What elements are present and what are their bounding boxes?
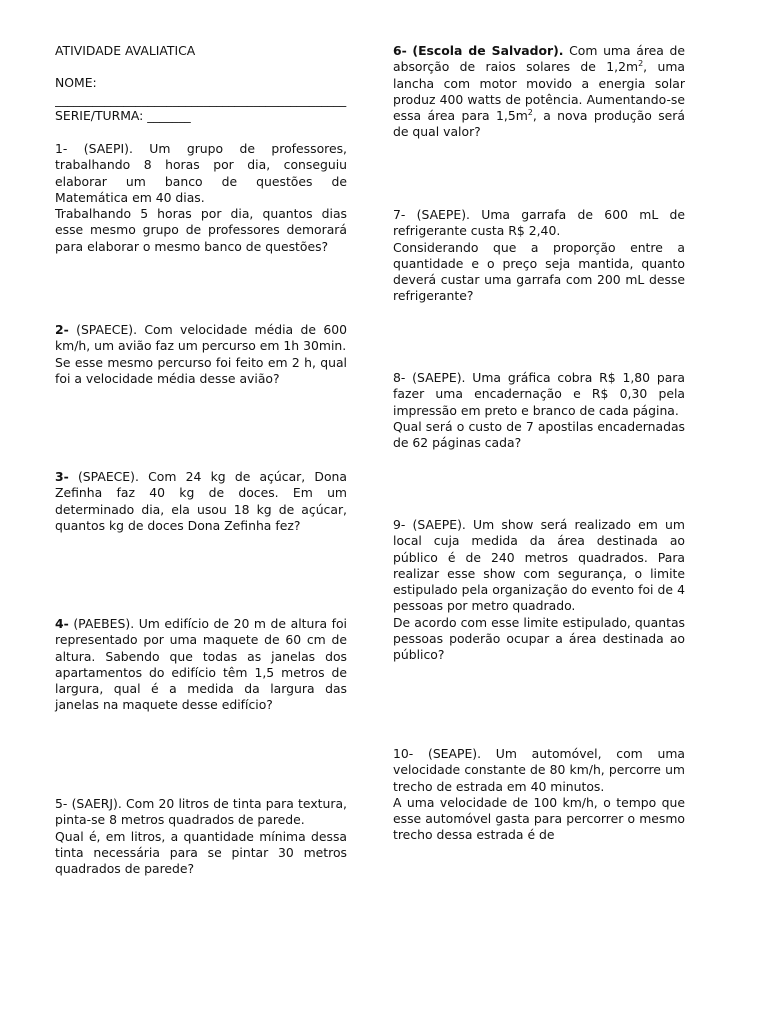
question-text: Se esse mesmo percurso foi feito em 2 h, qual foi a velocidade média desse avião? bbox=[55, 354, 347, 386]
question-number: 7- bbox=[393, 207, 406, 222]
superscript: 2 bbox=[527, 108, 533, 118]
question-text: (SAERJ). Com 20 litros de tinta para textura, pinta-se 8 metros quadrados de parede. bbox=[55, 796, 347, 828]
question-text: Com uma área de absorção de raios solares de 1,2m bbox=[393, 43, 685, 75]
class-label: SERIE/TURMA: _______ bbox=[55, 107, 191, 123]
question-text: (SAEPI). Um grupo de professores, trabalhando 8 horas por dia, conseguiu elaborar um banco de questões de Matemática em 40 dias. bbox=[55, 141, 347, 205]
superscript: 2 bbox=[638, 59, 644, 69]
question-4 bbox=[55, 616, 347, 714]
question-number: 9- bbox=[393, 517, 406, 532]
question-text: , uma lancha com motor movido a energia solar produz 400 watts de potência. Aumentando-se essa área para 1,5m bbox=[393, 59, 685, 124]
question-number: 2- bbox=[55, 322, 69, 337]
question-number: 6- bbox=[393, 43, 407, 58]
name-line: _______________________________________________ bbox=[55, 91, 347, 107]
question-text: , a nova produção será de qual valor? bbox=[393, 108, 685, 140]
question-number: 1- bbox=[55, 141, 68, 156]
question-number: 8- bbox=[393, 370, 406, 385]
question-2 bbox=[55, 322, 347, 387]
question-source: (Escola de Salvador). bbox=[412, 43, 564, 58]
question-number: 3- bbox=[55, 469, 69, 484]
question-text: Qual será o custo de 7 apostilas encadernadas de 62 páginas cada? bbox=[393, 418, 685, 451]
question-text: Qual é, em litros, a quantidade mínima dessa tinta necessária para se pintar 30 metros quadrados de parede? bbox=[55, 828, 347, 877]
question-text: (SPAECE). Com 24 kg de açúcar, Dona Zefinha faz 40 kg de doces. Em um determinado dia, ela usou 18 kg de açúcar, quantos kg de doces Dona Zefinha fez? bbox=[55, 469, 347, 533]
question-8 bbox=[393, 370, 685, 451]
question-text: (PAEBES). Um edifício de 20 m de altura foi representado por uma maquete de 60 cm de altura. Sabendo que todas as janelas dos apartamentos do edifício têm 1,5 metros de largura, qual é a medida da largura das janelas na maquete desse edifício? bbox=[55, 616, 347, 713]
worksheet-header bbox=[55, 43, 347, 124]
question-text: (SAEPE). Uma gráfica cobra R$ 1,80 para fazer uma encadernação e R$ 0,30 pela impressão em preto e branco de cada página. bbox=[393, 370, 685, 418]
question-3 bbox=[55, 469, 347, 534]
question-9 bbox=[393, 517, 685, 664]
question-1 bbox=[55, 141, 347, 255]
worksheet-title: ATIVIDADE AVALIATICA bbox=[55, 43, 196, 58]
question-6 bbox=[393, 43, 685, 141]
question-text: Trabalhando 5 horas por dia, quantos dias esse mesmo grupo de professores demorará para elaborar o mesmo banco de questões? bbox=[55, 206, 347, 254]
question-number: 5- bbox=[55, 796, 68, 811]
question-number: 4- bbox=[55, 616, 69, 631]
name-label: NOME: bbox=[55, 75, 97, 91]
question-10 bbox=[393, 746, 685, 844]
question-5 bbox=[55, 796, 347, 877]
question-text: (SEAPE). Um automóvel, com uma velocidade constante de 80 km/h, percorre um trecho de estrada em 40 minutos. bbox=[393, 746, 685, 794]
question-7 bbox=[393, 207, 685, 305]
question-text: (SPAECE). Com velocidade média de 600 km/h, um avião faz um percurso em 1h 30min. bbox=[55, 322, 347, 354]
question-text: De acordo com esse limite estipulado, quantas pessoas poderão ocupar a área destinada ao público? bbox=[393, 614, 685, 663]
question-text: A uma velocidade de 100 km/h, o tempo que esse automóvel gasta para percorrer o mesmo trecho dessa estrada é de bbox=[393, 794, 685, 843]
question-text: (SAEPE). Um show será realizado em um local cuja medida da área destinada ao público é de 240 metros quadrados. Para realizar esse show com segurança, o limite estipulado pela organização do evento foi de 4 pessoas por metro quadrado. bbox=[393, 517, 685, 614]
question-text: Considerando que a proporção entre a quantidade e o preço seja mantida, quanto deverá custar uma garrafa com 200 mL desse refrigerante? bbox=[393, 239, 685, 304]
question-number: 10- bbox=[393, 746, 414, 761]
question-text: (SAEPE). Uma garrafa de 600 mL de refrigerante custa R$ 2,40. bbox=[393, 207, 685, 239]
